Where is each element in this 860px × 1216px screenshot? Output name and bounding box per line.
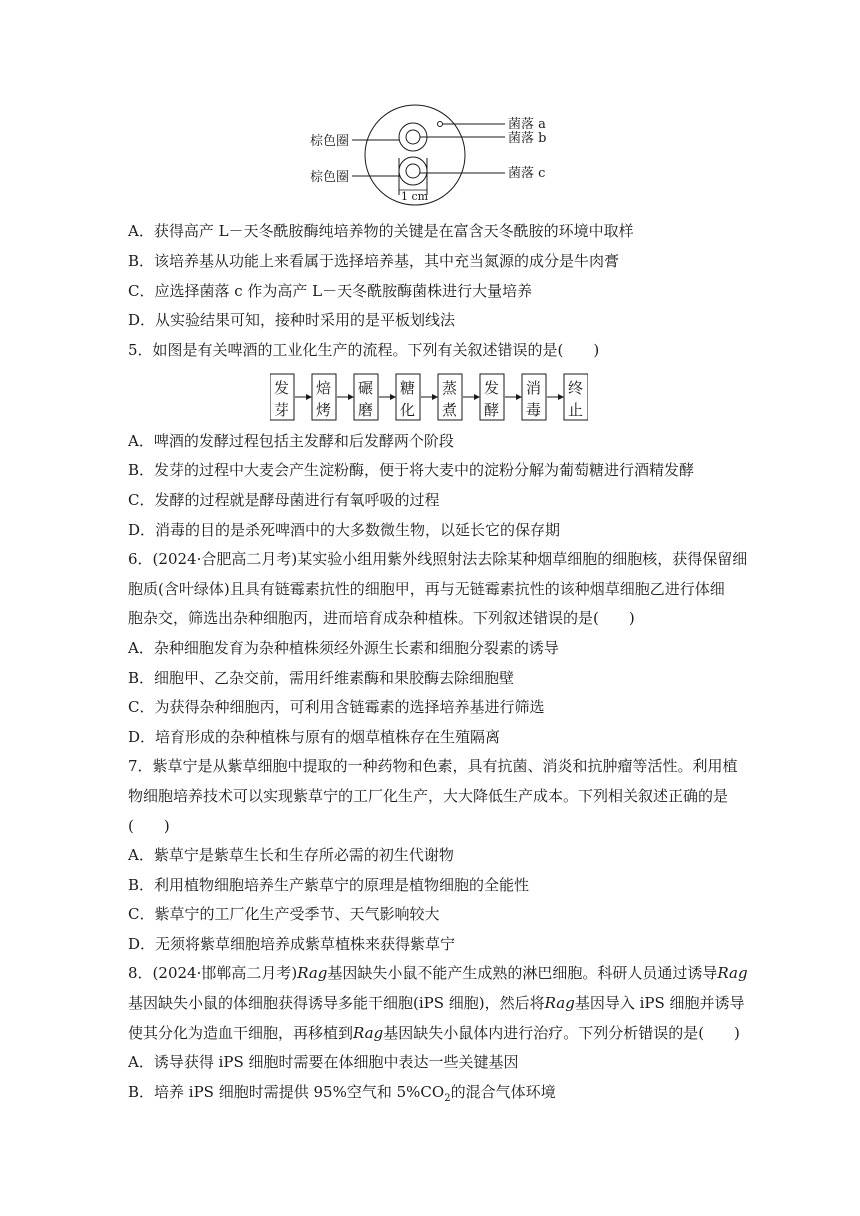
flow-step-5 bbox=[438, 374, 462, 420]
q6-stem-line2: 胞质(含叶绿体)且具有链霉素抗性的细胞甲，再与无链霉素抗性的该种烟草细胞乙进行体细 bbox=[128, 580, 725, 598]
q7-stem-line1: 7．紫草宁是从紫草细胞中提取的一种药物和色素，具有抗菌、消炎和抗肿瘤等活性。利用植 bbox=[128, 757, 738, 775]
flow-step-2 bbox=[312, 374, 336, 420]
flow-step-char: 焙 bbox=[316, 379, 332, 397]
q5-stem: 5．如图是有关啤酒的工业化生产的流程。下列有关叙述错误的是( ) bbox=[128, 341, 600, 359]
q6-stem-line3: 胞杂交，筛选出杂种细胞丙，进而培育成杂种植株。下列叙述错误的是( ) bbox=[128, 609, 635, 627]
q7-option-b: B．利用植物细胞培养生产紫草宁的原理是植物细胞的全能性 bbox=[128, 876, 530, 894]
colony-c bbox=[406, 164, 420, 178]
q7-stem-line3: ( ) bbox=[128, 817, 170, 835]
q7-option-d: D．无须将紫草细胞培养成紫草植株来获得紫草宁 bbox=[128, 935, 456, 953]
q8-stem-line3: 使其分化为造血干细胞，再移植到Rag基因缺失小鼠体内进行治疗。下列分析错误的是( ) bbox=[128, 1024, 740, 1042]
petri-dish-figure bbox=[300, 100, 560, 210]
q6-option-d: D．培育形成的杂种植株与原有的烟草植株存在生殖隔离 bbox=[128, 728, 501, 746]
flow-step-char: 化 bbox=[400, 401, 416, 419]
flow-step-char: 碾 bbox=[358, 379, 374, 397]
flow-step-char: 酵 bbox=[484, 401, 500, 419]
q7-stem-line2: 物细胞培养技术可以实现紫草宁的工厂化生产，大大降低生产成本。下列相关叙述正确的是 bbox=[128, 787, 729, 805]
scale-label: 1 cm bbox=[401, 190, 429, 203]
flow-step-char: 消 bbox=[526, 379, 542, 397]
flow-step-char: 止 bbox=[568, 401, 584, 419]
q6-stem-line1: 6．(2024·合肥高二月考)某实验小组用紫外线照射法去除某种烟草细胞的细胞核，获得保留细 bbox=[128, 550, 748, 568]
flow-step-1 bbox=[270, 374, 294, 420]
flow-step-6 bbox=[480, 374, 504, 420]
q8-option-b: B．培养 iPS 细胞时需提供 95%空气和 $5\%CO_2$的混合气体环境 bbox=[128, 1083, 556, 1104]
q5-option-b: B．发芽的过程中大麦会产生淀粉酶，便于将大麦中的淀粉分解为葡萄糖进行酒精发酵 bbox=[128, 461, 695, 479]
q8-stem-line1: 8．(2024·邯郸高二月考)Rag基因缺失小鼠不能产生成熟的淋巴细胞。科研人员通过诱导Rag bbox=[128, 964, 748, 982]
flow-step-char: 烤 bbox=[316, 401, 332, 419]
beer-process-flowchart bbox=[270, 373, 588, 423]
flow-step-char: 毒 bbox=[526, 401, 542, 419]
flow-step-char: 糖 bbox=[400, 379, 416, 397]
label-colony-a: 菌落 a bbox=[508, 117, 546, 132]
q7-option-c: C．紫草宁的工厂化生产受季节、天气影响较大 bbox=[128, 905, 440, 923]
q4-option-b: B．该培养基从功能上来看属于选择培养基，其中充当氮源的成分是牛肉膏 bbox=[128, 252, 620, 270]
q8-stem-line2: 基因缺失小鼠的体细胞获得诱导多能干细胞(iPS 细胞)，然后将Rag基因导入 iPS 细胞并诱导 bbox=[128, 994, 745, 1012]
q6-option-b: B．细胞甲、乙杂交前，需用纤维素酶和果胶酶去除细胞壁 bbox=[128, 669, 515, 687]
flow-step-char: 磨 bbox=[358, 401, 374, 419]
label-brown-ring-1: 棕色圈 bbox=[310, 134, 350, 149]
label-colony-c: 菌落 c bbox=[508, 166, 546, 181]
flow-step-char: 煮 bbox=[442, 401, 458, 419]
colony-b bbox=[406, 130, 420, 144]
flow-step-char: 芽 bbox=[274, 401, 290, 419]
flow-step-4 bbox=[396, 374, 420, 420]
q4-option-d: D．从实验结果可知，接种时采用的是平板划线法 bbox=[128, 311, 456, 329]
q7-option-a: A．紫草宁是紫草生长和生存所必需的初生代谢物 bbox=[128, 846, 454, 864]
q6-option-a: A．杂种细胞发育为杂种植株须经外源生长素和细胞分裂素的诱导 bbox=[128, 639, 559, 657]
flow-step-8 bbox=[564, 374, 588, 420]
q5-option-d: D．消毒的目的是杀死啤酒中的大多数微生物，以延长它的保存期 bbox=[128, 521, 561, 539]
brown-ring-c bbox=[399, 157, 427, 185]
flow-step-char: 发 bbox=[274, 379, 290, 397]
label-colony-b: 菌落 b bbox=[508, 131, 547, 146]
q8-option-a: A．诱导获得 iPS 细胞时需要在体细胞中表达一些关键基因 bbox=[128, 1053, 519, 1071]
flow-step-char: 蒸 bbox=[442, 379, 458, 397]
colony-a bbox=[438, 122, 443, 127]
flow-step-7 bbox=[522, 374, 546, 420]
q4-option-c: C．应选择菌落 c 作为高产 L－天冬酰胺酶菌株进行大量培养 bbox=[128, 282, 533, 300]
q5-option-a: A．啤酒的发酵过程包括主发酵和后发酵两个阶段 bbox=[128, 432, 454, 450]
flow-step-char: 发 bbox=[484, 379, 500, 397]
label-brown-ring-2: 棕色圈 bbox=[310, 170, 350, 185]
q5-option-c: C．发酵的过程就是酵母菌进行有氧呼吸的过程 bbox=[128, 491, 440, 509]
flow-step-3 bbox=[354, 374, 378, 420]
q6-option-c: C．为获得杂种细胞丙，可利用含链霉素的选择培养基进行筛选 bbox=[128, 698, 545, 716]
q4-option-a: A．获得高产 L－天冬酰胺酶纯培养物的关键是在富含天冬酰胺的环境中取样 bbox=[128, 222, 634, 240]
flow-step-char: 终 bbox=[568, 379, 584, 397]
